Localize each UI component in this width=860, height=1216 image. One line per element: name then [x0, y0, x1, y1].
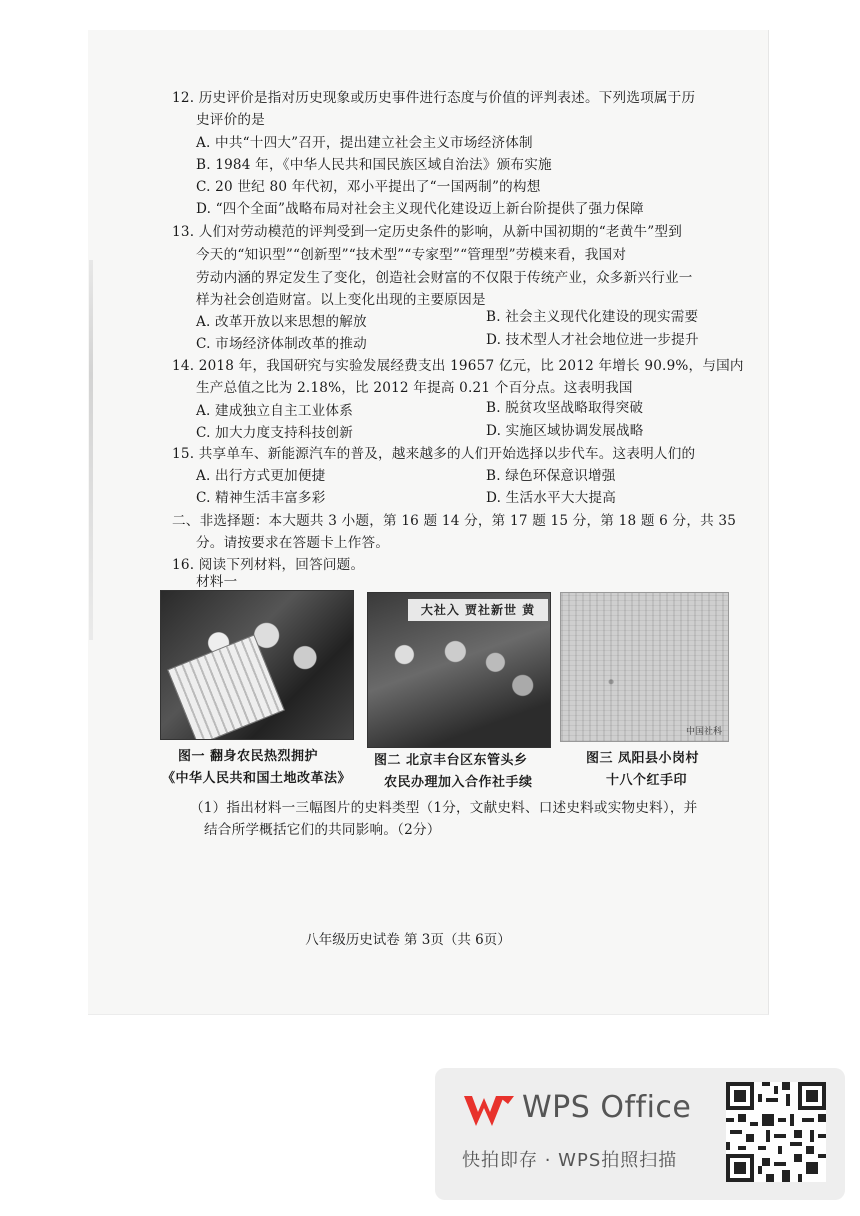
q15-option-c: C. 精神生活丰富多彩 — [196, 490, 326, 506]
page-footer: 八年级历史试卷 第 3页（共 6页） — [305, 932, 511, 948]
figure-2-photo — [367, 592, 551, 748]
material-label: 材料一 — [196, 574, 238, 590]
land-reform-document — [167, 634, 285, 740]
figure-3-stamp: 中国社科 — [685, 727, 722, 737]
section2-heading-line2: 分。请按要求在答题卡上作答。 — [196, 535, 390, 551]
q14-option-c: C. 加大力度支持科技创新 — [196, 425, 354, 441]
figure-2-caption-line1: 图二 北京丰台区东管头乡 — [374, 753, 528, 768]
wps-w-icon — [462, 1094, 516, 1128]
figure-3-photo — [560, 592, 729, 742]
q12-option-d: D. “四个全面”战略布局对社会主义现代化建设迈上新台阶提供了强力保障 — [196, 201, 644, 217]
figure-1-caption-line1: 图一 翻身农民热烈拥护 — [178, 749, 319, 764]
q14-stem-line2: 生产总值之比为 2.18%，比 2012 年提高 0.21 个百分点。这表明我国 — [196, 380, 633, 396]
q14-option-a: A. 建成独立自主工业体系 — [196, 403, 353, 419]
q13-stem-line4: 样为社会创造财富。以上变化出现的主要原因是 — [196, 292, 486, 308]
q12-option-a: A. 中共“十四大”召开，提出建立社会主义市场经济体制 — [196, 135, 533, 151]
scan-shadow — [89, 260, 93, 640]
section2-heading-line1: 二、非选择题：本大题共 3 小题，第 16 题 14 分，第 17 题 15 分，第 18 题 6 分，共 35 — [172, 513, 737, 529]
q14-option-b: B. 脱贫攻坚战略取得突破 — [486, 400, 644, 416]
q12-stem-line2: 史评价的是 — [196, 112, 265, 128]
figure-2-caption-line2: 农民办理加入合作社手续 — [384, 775, 533, 790]
q13-option-a: A. 改革开放以来思想的解放 — [196, 314, 367, 330]
q12-option-b: B. 1984 年，《中华人民共和国民族区域自治法》颁布实施 — [196, 157, 552, 173]
q16-sub1-line1: （1）指出材料一三幅图片的史料类型（1分，文献史料、口述史料或实物史料），并 — [190, 800, 698, 816]
figure-3-caption-line2: 十八个红手印 — [606, 773, 688, 788]
q13-stem-line3: 劳动内涵的界定发生了变化，创造社会财富的不仅限于传统产业，众多新兴行业一 — [196, 270, 693, 286]
figure-2-banner: 大社入 贾社新世 黄 — [408, 599, 548, 621]
q16-sub1-line2: 结合所学概括它们的共同影响。（2分） — [204, 822, 441, 838]
qr-code-icon[interactable] — [726, 1082, 826, 1182]
q13-option-b: B. 社会主义现代化建设的现实需要 — [486, 309, 699, 325]
q15-option-b: B. 绿色环保意识增强 — [486, 468, 616, 484]
wps-tagline: 快拍即存 · WPS拍照扫描 — [462, 1150, 678, 1171]
q15-option-d: D. 生活水平大大提高 — [486, 490, 617, 506]
figure-1-photo — [160, 590, 354, 740]
q12-stem-line1: 12. 历史评价是指对历史现象或历史事件进行态度与价值的评判表述。下列选项属于历 — [172, 90, 696, 106]
q13-option-d: D. 技术型人才社会地位进一步提升 — [486, 332, 699, 348]
q16-stem: 16. 阅读下列材料，回答问题。 — [172, 557, 365, 573]
figure-1-caption-line2: 《中华人民共和国土地改革法》 — [162, 771, 352, 786]
q14-stem-line1: 14. 2018 年，我国研究与实验发展经费支出 19657 亿元，比 2012 年增长 90.9%，与国内 — [172, 358, 744, 374]
q12-option-c: C. 20 世纪 80 年代初，邓小平提出了“一国两制”的构想 — [196, 179, 541, 195]
q15-option-a: A. 出行方式更加便捷 — [196, 468, 326, 484]
wps-brand-name: WPS Office — [522, 1090, 692, 1125]
q13-stem-line2: 今天的“知识型”“创新型”“技术型”“专家型”“管理型”劳模来看，我国对 — [196, 247, 627, 263]
q14-option-d: D. 实施区域协调发展战略 — [486, 423, 644, 439]
q13-stem-line1: 13. 人们对劳动模范的评判受到一定历史条件的影响，从新中国初期的“老黄牛”型到 — [172, 224, 683, 240]
q15-stem-line1: 15. 共享单车、新能源汽车的普及，越来越多的人们开始选择以步代车。这表明人们的 — [172, 446, 696, 462]
figure-3-caption-line1: 图三 凤阳县小岗村 — [586, 751, 700, 766]
q13-option-c: C. 市场经济体制改革的推动 — [196, 336, 367, 352]
